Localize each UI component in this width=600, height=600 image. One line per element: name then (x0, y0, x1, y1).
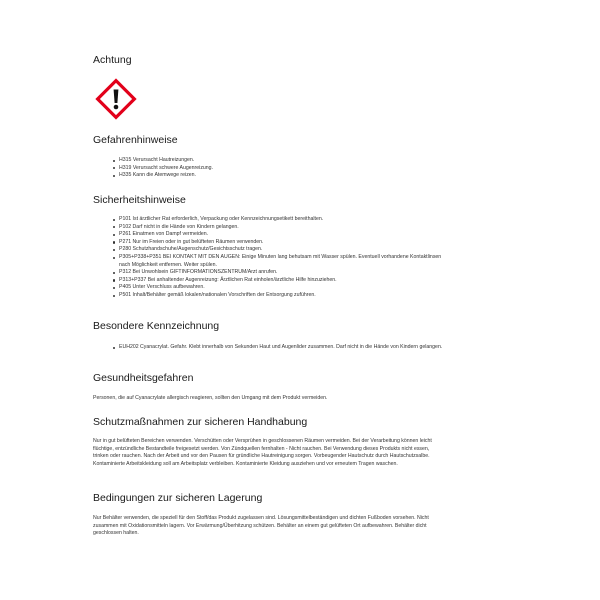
list-item: P501 Inhalt/Behälter gemäß lokalen/nationalen Vorschriften der Entsorgung zuführen. (119, 292, 449, 300)
list-item: P280 Schutzhandschuhe/Augenschutz/Gesichtsschutz tragen. (119, 246, 449, 254)
list-item: P261 Einatmen von Dampf vermeiden. (119, 231, 449, 239)
gesundheitsgefahren-heading: Gesundheitsgefahren (93, 372, 194, 384)
list-item: EUH202 Cyanacrylat. Gefahr. Klebt innerhalb von Sekunden Haut und Augenlider zusammen. Darf nicht in die Hände von Kindern gelangen. (119, 344, 449, 352)
list-item: P313+P337 Bei anhaltender Augenreizung: Ärztlichen Rat einholen/ärztliche Hilfe hinzuziehen. (119, 277, 449, 285)
gefahrenhinweise-heading: Gefahrenhinweise (93, 134, 178, 146)
achtung-heading: Achtung (93, 54, 132, 66)
sicherheitshinweise-list (93, 216, 449, 300)
list-item: H319 Verursacht schwere Augenreizung. (119, 165, 449, 173)
ghs07-exclamation-mark-icon (95, 78, 137, 120)
sicherheitshinweise-heading: Sicherheitshinweise (93, 194, 186, 206)
besondere-kennzeichnung-heading: Besondere Kennzeichnung (93, 320, 220, 332)
schutzmassnahmen-text: Nur in gut belüfteten Bereichen verwenden. Verschütten oder Versprühen in geschlossenen Räumen vermeiden. Bei der Verarbeitung können leicht flüchtige, entzündliche Bestandteile freigesetzt werden. Von Zündquellen fernhalten - Nicht rauchen. Bei Verwendung dieses Produkts nicht essen, trinken oder rauchen. Nach der Arbeit und vor den Pausen für gründliche Hautreinigung sorgen. Vorbeugender Hautschutz durch Hautschutzsalbe. Kontaminierte Arbeitskleidung soll am Arbeitsplatz verbleiben. Kontaminierte Kleidung ausziehen und vor erneutem Tragen waschen. (93, 438, 432, 467)
list-item: P101 Ist ärztlicher Rat erforderlich, Verpackung oder Kennzeichnungsetikett bereithalten. (119, 216, 449, 224)
schutzmassnahmen-heading: Schutzmaßnahmen zur sicheren Handhabung (93, 416, 308, 428)
gefahrenhinweise-list (93, 157, 449, 180)
lagerung-text: Nur Behälter verwenden, die speziell für den Stoff/das Produkt zugelassen sind. Lösungsmittelbeständigen und dichten Fußboden vorsehen. Nicht zusammen mit Oxidationsmitteln lagern. Vor Erwärmung/Überhitzung schützen. Behälter an einem gut gelüfteten Ort aufbewahren. Behälter dicht geschlossen halten. (93, 515, 429, 537)
list-item: P305+P338+P351 BEI KONTAKT MIT DEN AUGEN: Einige Minuten lang behutsam mit Wasser spülen. Eventuell vorhandene Kontaktlinsen nach Möglichkeit entfernen. Weiter spülen. (119, 254, 449, 269)
list-item: H335 Kann die Atemwege reizen. (119, 172, 449, 180)
list-item: H315 Verursacht Hautreizungen. (119, 157, 449, 165)
lagerung-heading: Bedingungen zur sicheren Lagerung (93, 492, 263, 504)
list-item: P405 Unter Verschluss aufbewahren. (119, 284, 449, 292)
list-item: P102 Darf nicht in die Hände von Kindern gelangen. (119, 224, 449, 232)
gesundheitsgefahren-text: Personen, die auf Cyanacrylate allergisch reagieren, sollten den Umgang mit dem Produkt vermeiden. (93, 395, 328, 401)
besondere-kennzeichnung-list (93, 344, 449, 352)
list-item: P271 Nur im Freien oder in gut belüfteten Räumen verwenden. (119, 239, 449, 247)
list-item: P312 Bei Unwohlsein GIFTINFORMATIONSZENTRUM/Arzt anrufen. (119, 269, 449, 277)
